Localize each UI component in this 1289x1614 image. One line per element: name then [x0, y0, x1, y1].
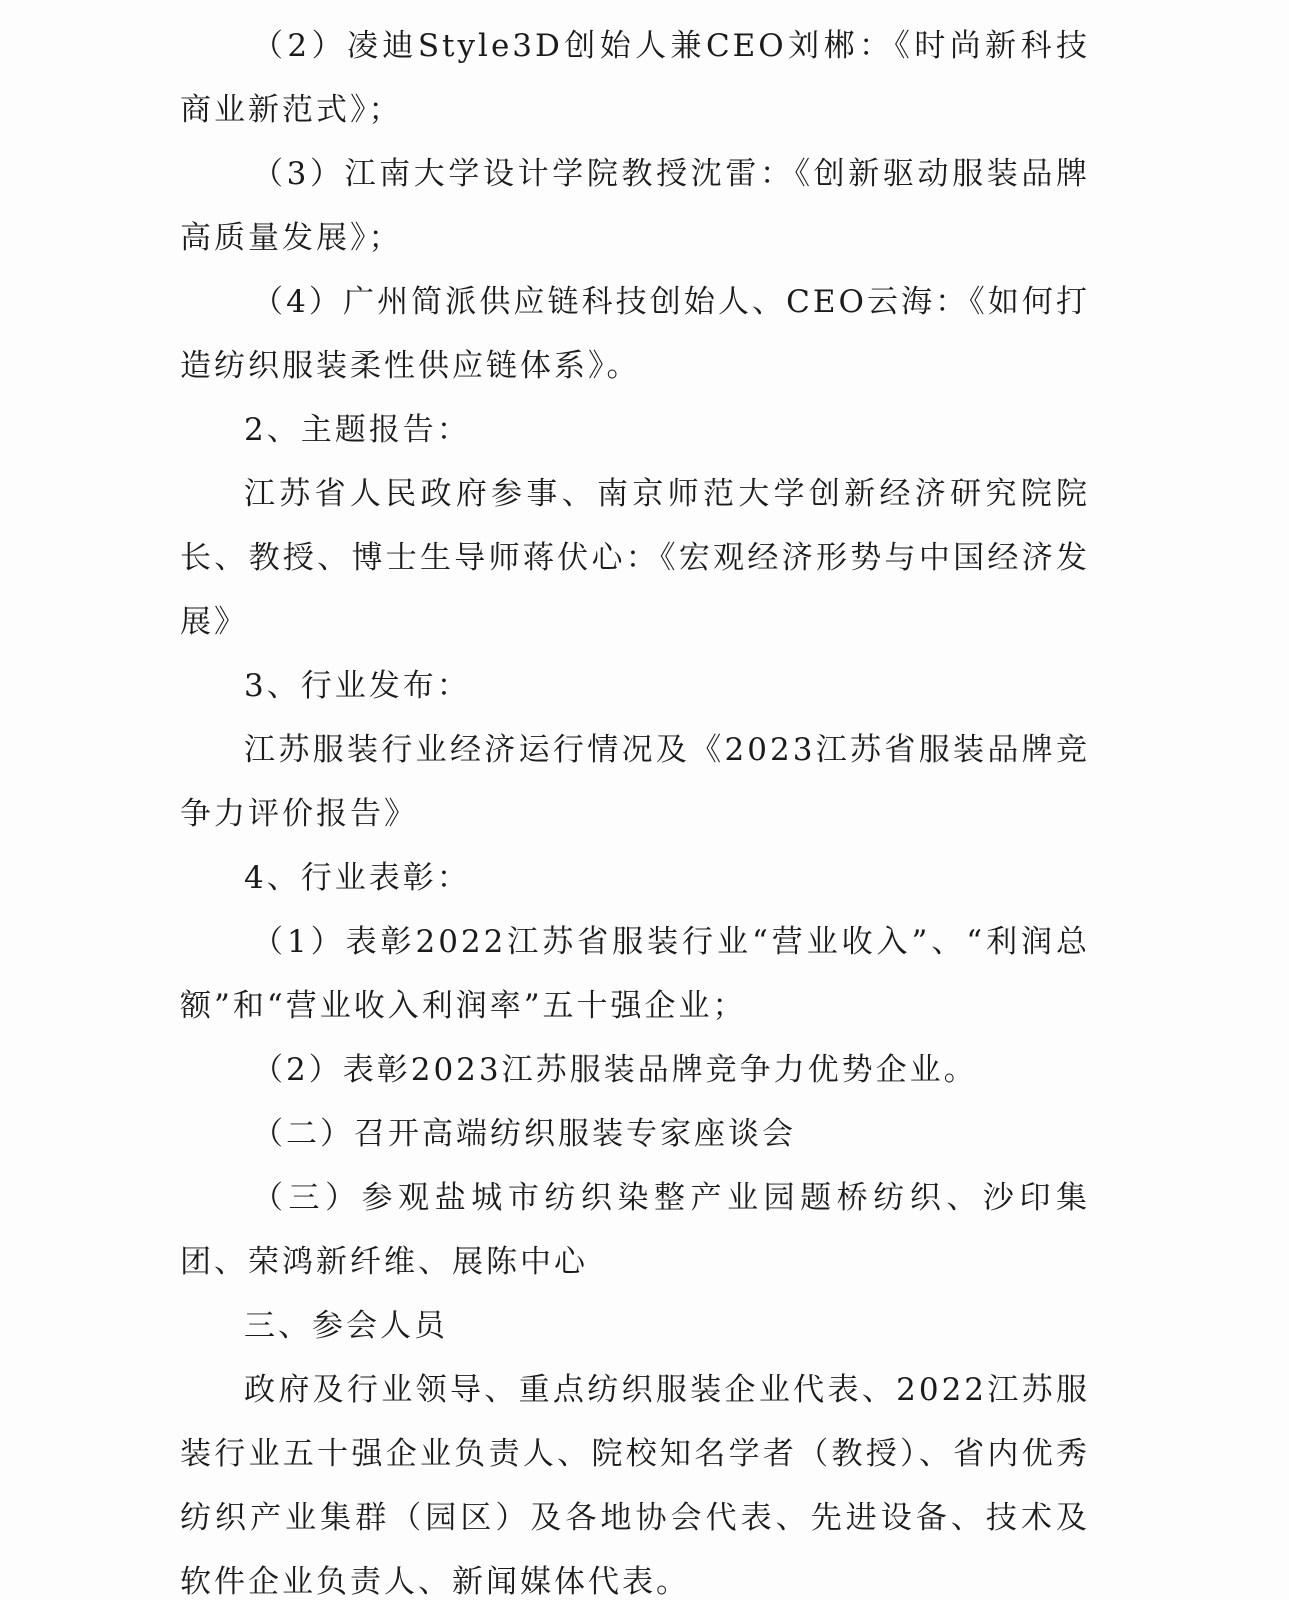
section-heading-keynote: 2、主题报告：: [244, 412, 471, 448]
paragraph-speaker-3: （3）江南大学设计学院教授沈雷：《创新驱动服装品牌高质量发展》；: [180, 156, 1090, 256]
section-heading-attendees: 三、参会人员: [244, 1308, 448, 1344]
section-heading-awards: 4、行业表彰：: [244, 860, 471, 896]
paragraph-speaker-4: （4）广州简派供应链科技创始人、CEO云海：《如何打造纺织服装柔性供应链体系》。: [180, 284, 1090, 384]
paragraph-release: 江苏服装行业经济运行情况及《2023江苏省服装品牌竞争力评价报告》: [180, 732, 1090, 832]
section-heading-release: 3、行业发布：: [244, 668, 471, 704]
paragraph-visit: （三）参观盐城市纺织染整产业园题桥纺织、沙印集团、荣鸿新纤维、展陈中心: [180, 1180, 1090, 1280]
paragraph-attendees: 政府及行业领导、重点纺织服装企业代表、2022江苏服装行业五十强企业负责人、院校知名学者（教授）、省内优秀纺织产业集群（园区）及各地协会代表、先进设备、技术及软件企业负责人、新闻媒体代表。: [180, 1372, 1090, 1600]
paragraph-symposium: （二）召开高端纺织服装专家座谈会: [252, 1116, 796, 1152]
paragraph-speaker-2: （2）凌迪Style3D创始人兼CEO刘郴：《时尚新科技 商业新范式》；: [180, 28, 1090, 128]
paragraph-keynote: 江苏省人民政府参事、南京师范大学创新经济研究院院长、教授、博士生导师蒋伏心：《宏观经济形势与中国经济发展》: [180, 476, 1090, 640]
paragraph-award-1: （1）表彰2022江苏省服装行业“营业收入”、“利润总额”和“营业收入利润率”五十强企业；: [180, 924, 1090, 1024]
document-body: [180, 14, 1090, 1614]
paragraph-award-2: （2）表彰2023江苏服装品牌竞争力优势企业。: [252, 1052, 978, 1088]
